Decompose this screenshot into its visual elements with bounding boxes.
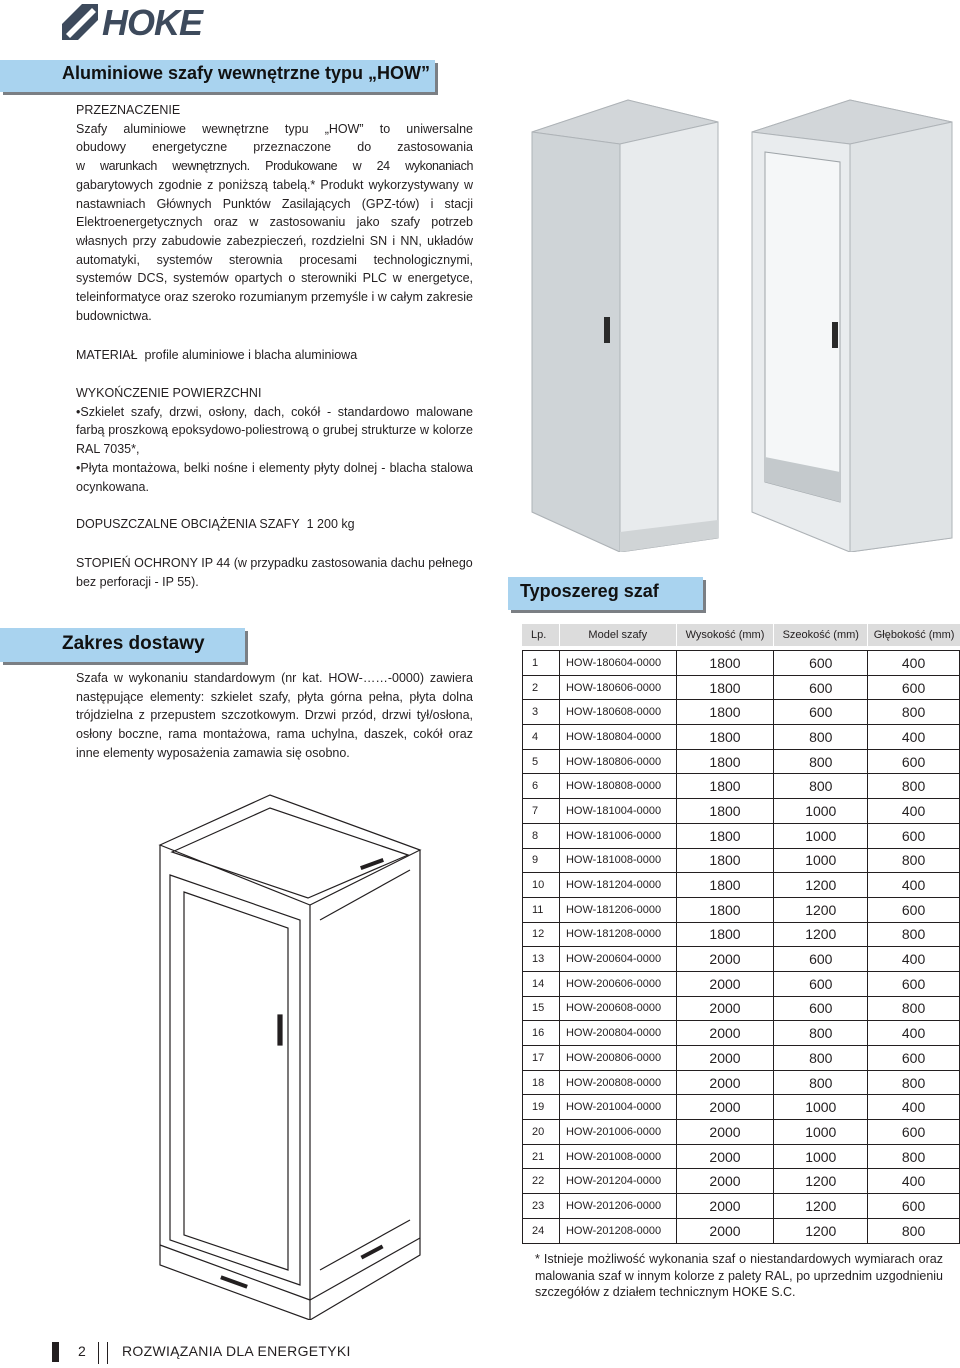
material-section [76,346,473,365]
finish-bullet-1: •Szkielet szafy, drzwi, osłony, dach, cokół - standardowo malowane farbą proszkową epoksydowo-poliestrową o grubej strukturze w kolorze RAL 7035*, [76,404,473,457]
table-row: 12 HOW-181208-0000 1800 1200 800 [522,923,960,948]
table-row: 5 HOW-180806-0000 1800 800 600 [522,750,960,775]
col-header-depth: Głębokość (mm) [868,624,960,646]
finish-bullet-2: •Płyta montażowa, belki nośne i elementy płyty dolnej - blacha stalowa ocynkowana. [76,460,473,494]
material-text: profile aluminiowe i blacha aluminiowa [144,348,358,362]
hoke-logo [62,4,218,46]
table-row: 20 HOW-201006-0000 2000 1000 600 [522,1120,960,1145]
hoke-logo-mark-icon [62,4,100,42]
table-row: 6 HOW-180808-0000 1800 800 800 [522,774,960,799]
table-row: 16 HOW-200804-0000 2000 800 400 [522,1021,960,1046]
scope-text: Szafa w wykonaniu standardowym (nr kat. HOW-……-0000) zawiera następujące elementy: szkielet szafy, płyta górna pełna, płyta dolna trójdzielna z przepustem szczotkowym. Drzwi przód, drzwi tył/osłona, osłony boczne, rama montażowa, rama uchylna, daszek, cokół oraz inne elementy wyposażenia zamawia się osobno. [76,671,473,760]
purpose-text: gabarytowych zgodnie z poniższą tabelą.* Produkt wykorzystywany w nastawniach Głównych Punktów Zasilających (GPZ-tów) i stacji Elektroenergetycznych oraz w zastosowaniu jako szafy potrzeb własnych przy zabudowie zabezpieczeń, rozdzielni SN i NN, układów automatyki, systemów sterownia procesami technologicznymi, systemów DCS, systemów opartych o sterowniki PLC w energetyce, teleinformatyce oraz szeroko rozumianym przemyśle i w całym zakresie budownictwa. [76,177,473,323]
table-row: 21 HOW-201008-0000 2000 1000 800 [522,1145,960,1170]
load-label: DOPUSZCZALNE OBCIĄŻENIA SZAFY [76,517,300,531]
material-label: MATERIAŁ [76,348,138,362]
table-row: 1 HOW-180604-0000 1800 600 400 [522,650,960,676]
table-row: 10 HOW-181204-0000 1800 1200 400 [522,873,960,898]
series-header-bar [508,577,703,610]
custom-order-note: * Istnieje możliwość wykonania szaf o niestandardowych wymiarach oraz malowania szaf w innym kolorze z palety RAL, po uprzednim uzgodnieniu szczegółów z działem technicznym HOKE S.C. [535,1252,943,1299]
table-row: 22 HOW-201204-0000 2000 1200 400 [522,1169,960,1194]
col-header-model: Model szafy [560,624,677,646]
table-row: 2 HOW-180606-0000 1800 600 600 [522,676,960,701]
table-row: 11 HOW-181206-0000 1800 1200 600 [522,898,960,923]
scope-section [76,669,473,763]
page-title: Aluminiowe szafy wewnętrzne typu „HOW” [62,63,431,83]
load-value: 1 200 kg [306,517,355,531]
table-row: 24 HOW-201208-0000 2000 1200 800 [522,1219,960,1244]
table-row: 18 HOW-200808-0000 2000 800 800 [522,1071,960,1096]
col-header-width: Szeokość (mm) [774,624,868,646]
table-row: 15 HOW-200608-0000 2000 600 800 [522,997,960,1022]
table-row: 19 HOW-201004-0000 2000 1000 400 [522,1095,960,1120]
table-row: 9 HOW-181008-0000 1800 1000 800 [522,849,960,874]
table-row: 8 HOW-181006-0000 1800 1000 600 [522,824,960,849]
logo-text: HOKE [102,2,203,43]
page-title-bar [0,60,435,92]
scope-header-bar [0,628,245,662]
protection-section [76,554,473,591]
protection-text: IP 44 (w przypadku zastosowania dachu pełnego bez perforacji - IP 55). [76,556,473,589]
table-row: 14 HOW-200606-0000 2000 600 600 [522,972,960,997]
table-row: 4 HOW-180804-0000 1800 800 400 [522,725,960,750]
series-table [522,624,960,1244]
purpose-line-2: obudowy energetyczne przeznaczone do zastosowania [76,140,473,155]
finish-heading: WYKOŃCZENIE POWIERZCHNI [76,386,262,400]
purpose-line-1: Szafy aluminiowe wewnętrzne typu „HOW” to uniwersalne [76,121,473,136]
col-header-height: Wysokość (mm) [677,624,775,646]
footer-bar [52,1342,59,1362]
finish-section [76,384,473,496]
col-header-lp: Lp. [522,624,560,646]
table-row: 23 HOW-201206-0000 2000 1200 600 [522,1194,960,1219]
table-row: 13 HOW-200604-0000 2000 600 400 [522,947,960,972]
load-section [76,515,473,534]
cabinet-photos [520,92,960,552]
purpose-line-3: w warunkach wewnętrznych. Produkowane w 24 wykonaniach [76,159,473,174]
protection-label: STOPIEŃ OCHRONY [76,556,198,570]
table-row: 7 HOW-181004-0000 1800 1000 400 [522,799,960,824]
table-row: 17 HOW-200806-0000 2000 800 600 [522,1046,960,1071]
table-row: 3 HOW-180608-0000 1800 600 800 [522,700,960,725]
footer-separator [98,1342,108,1364]
glass-door-cabinet-image [752,100,952,552]
table-header-row [522,624,960,646]
purpose-section [76,101,473,325]
solid-door-cabinet-image [532,100,718,552]
scope-heading: Zakres dostawy [62,633,205,654]
page-number: 2 [78,1343,86,1359]
purpose-heading: PRZEZNACZENIE [76,103,181,117]
series-heading: Typoszereg szaf [520,581,659,601]
cabinet-line-drawing [150,770,440,1320]
footer-section-title: ROZWIĄZANIA DLA ENERGETYKI [122,1343,351,1359]
